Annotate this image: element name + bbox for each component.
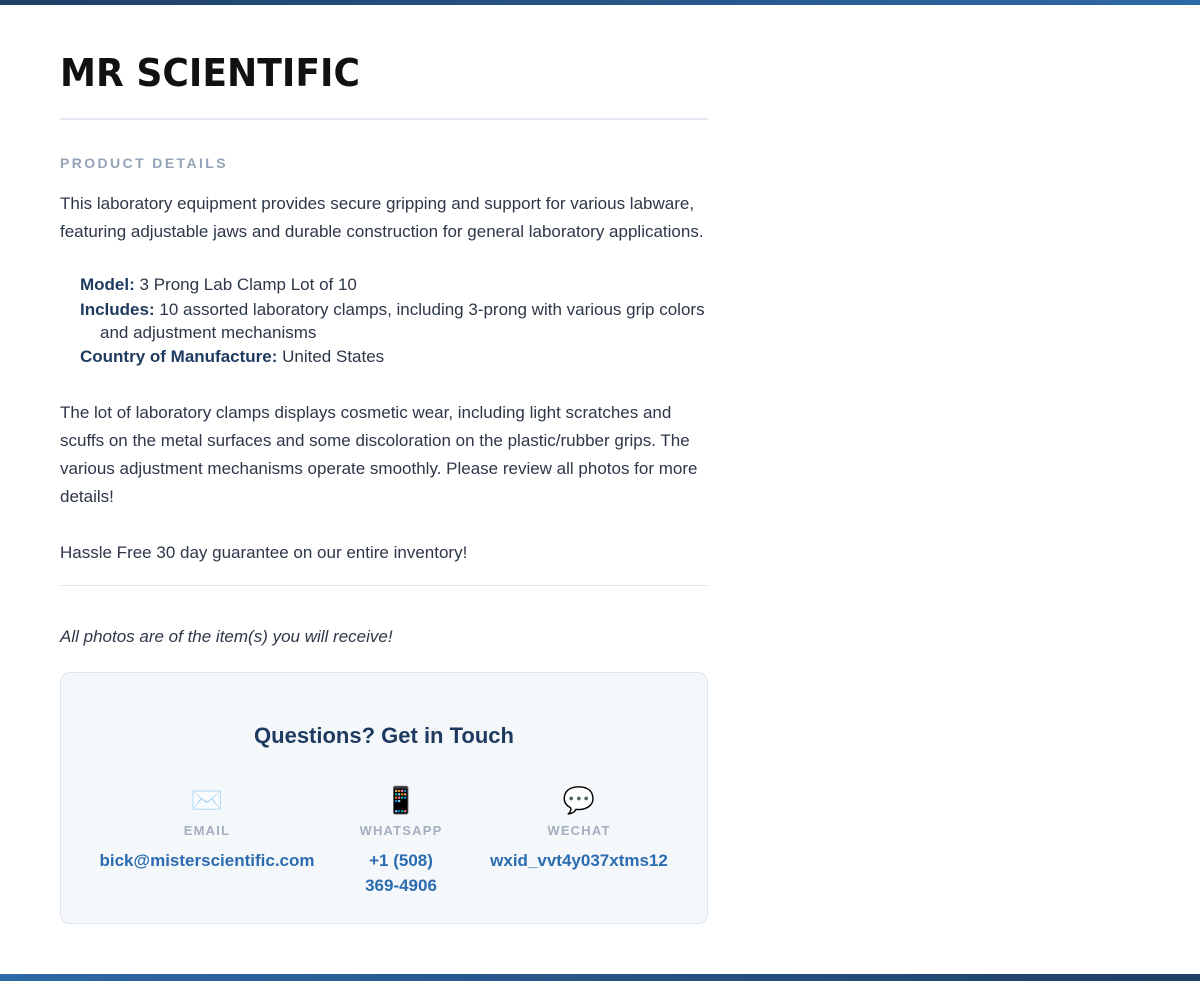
header-divider [60, 118, 708, 120]
brand-logo-wordmark [60, 48, 370, 96]
photos-note: All photos are of the item(s) you will receive! [60, 627, 393, 646]
contact-wechat-label: WECHAT [547, 823, 611, 838]
spec-model [80, 273, 708, 296]
spec-country [80, 345, 708, 368]
spec-country-key: Country of Manufacture: [80, 347, 278, 366]
contact-email-label: EMAIL [183, 823, 231, 838]
spec-model-key: Model: [80, 275, 135, 294]
spec-country-value: United States [282, 347, 385, 366]
contact-email-link[interactable]: bick@misterscientific.com [99, 851, 315, 870]
brand-logo-text: MR SCIENTIFIC [60, 51, 360, 95]
contact-whatsapp [351, 785, 451, 898]
contact-card [60, 672, 708, 924]
contact-wechat-id[interactable]: wxid_vvt4y037xtms12 [490, 851, 668, 870]
contact-email [89, 785, 325, 873]
contact-whatsapp-link[interactable]: +1 (508) 369-4906 [365, 851, 437, 895]
section-label-product-details: PRODUCT DETAILS [60, 155, 228, 171]
envelope-icon: ✉️ [190, 784, 224, 815]
product-intro: This laboratory equipment provides secure gripping and support for various labware, featuring adjustable jaws and durable construction for general laboratory applications. [60, 194, 704, 241]
section-divider [60, 585, 708, 586]
condition-description: The lot of laboratory clamps displays cosmetic wear, including light scratches and scuffs on the metal surfaces and some discoloration on the plastic/rubber grips. The various adjustment mechanisms operate smoothly. Please review all photos for more details! [60, 403, 698, 506]
spec-list [80, 273, 708, 370]
spec-model-value: 3 Prong Lab Clamp Lot of 10 [139, 275, 357, 294]
spec-includes [80, 298, 708, 344]
contact-whatsapp-label: WHATSAPP [359, 823, 443, 838]
spec-includes-key: Includes: [80, 299, 155, 319]
top-accent-bar [0, 0, 1200, 5]
speech-bubble-icon: 💬 [562, 784, 596, 815]
mobile-phone-icon: 📱 [384, 784, 418, 815]
brand-logo [60, 48, 370, 96]
contact-title: Questions? Get in Touch [254, 723, 514, 748]
bottom-accent-bar [0, 974, 1200, 981]
guarantee-note: Hassle Free 30 day guarantee on our entire inventory! [60, 543, 468, 562]
spec-includes-value: 10 assorted laboratory clamps, including 3-prong with various grip colors and adjustment mechanisms [100, 299, 705, 342]
contact-wechat [479, 785, 679, 873]
